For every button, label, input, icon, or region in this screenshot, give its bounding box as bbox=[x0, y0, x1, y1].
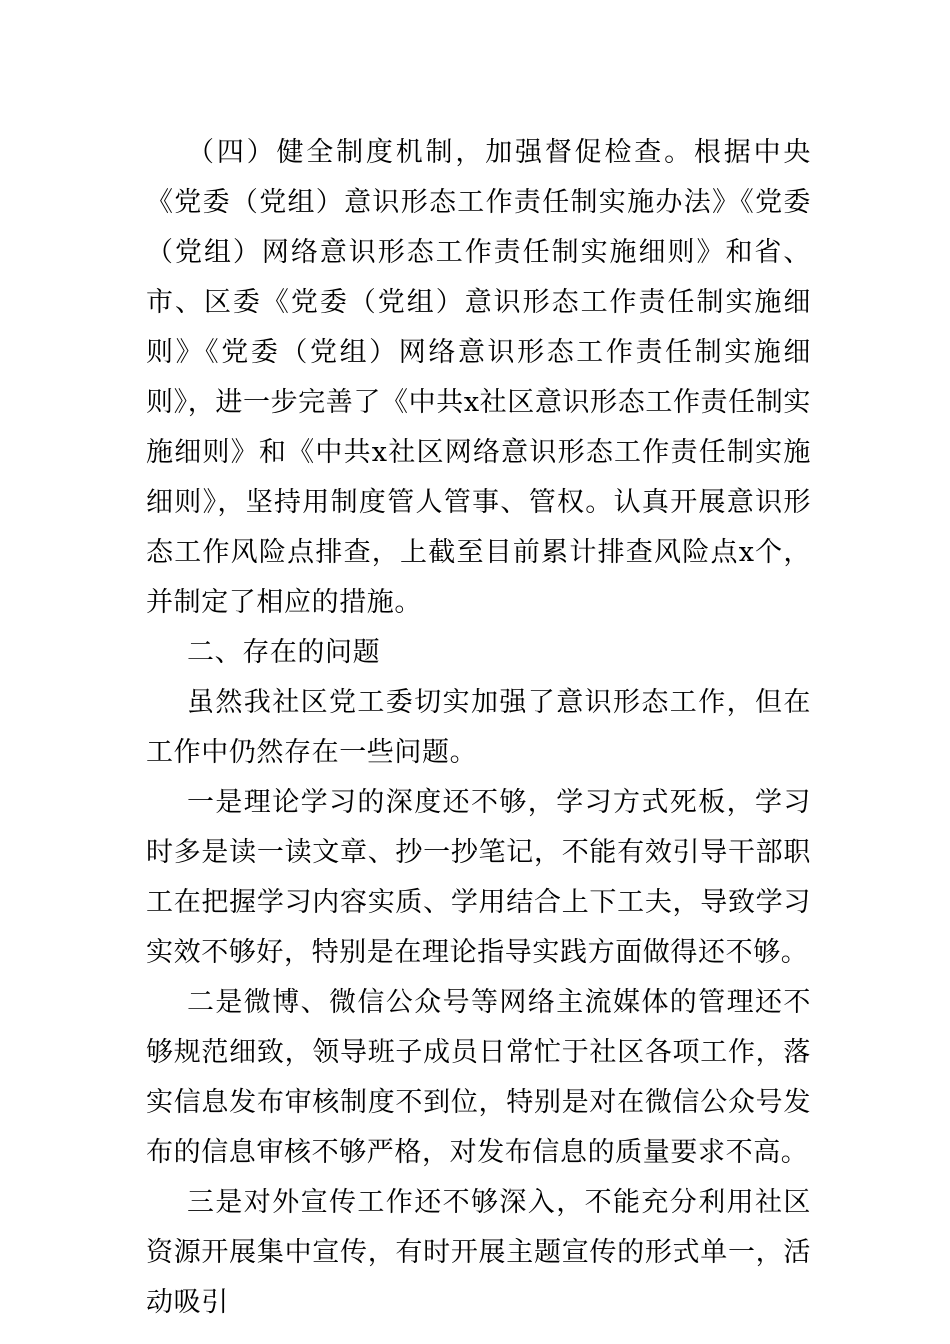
section-heading-existing-problems: 二、存在的问题 bbox=[187, 637, 381, 668]
document-body bbox=[146, 128, 811, 1328]
paragraph-problem-two: 二是微博、微信公众号等网络主流媒体的管理还不够规范细致，领导班子成员日常忙于社区各项工作，落实信息发布审核制度不到位，特别是对在微信公众号发布的信息审核不够严格，对发布信息的质量要求不高。 bbox=[146, 987, 811, 1168]
paragraph-problem-one: 一是理论学习的深度还不够，学习方式死板，学习时多是读一读文章、抄一抄笔记，不能有效引导干部职工在把握学习内容实质、学用结合上下工夫，导致学习实效不够好，特别是在理论指导实践方面做得还不够。 bbox=[146, 787, 811, 968]
paragraph-problem-three: 三是对外宣传工作还不够深入，不能充分利用社区资源开展集中宣传，有时开展主题宣传的形式单一，活动吸引 bbox=[146, 1187, 811, 1318]
paragraph-problems-intro: 虽然我社区党工委切实加强了意识形态工作，但在工作中仍然存在一些问题。 bbox=[146, 687, 811, 768]
paragraph-system-mechanism: （四）健全制度机制，加强督促检查。根据中央《党委（党组）意识形态工作责任制实施办法》《党委（党组）网络意识形态工作责任制实施细则》和省、市、区委《党委（党组）意识形态工作责任制实施细则》《党委（党组）网络意识形态工作责任制实施细则》，进一步完善了《中共x社区意识形态工作责任制实施细则》和《中共x社区网络意识形态工作责任制实施细则》，坚持用制度管人管事、管权。认真开展意识形态工作风险点排查，上截至目前累计排查风险点x个，并制定了相应的措施。 bbox=[146, 137, 811, 618]
